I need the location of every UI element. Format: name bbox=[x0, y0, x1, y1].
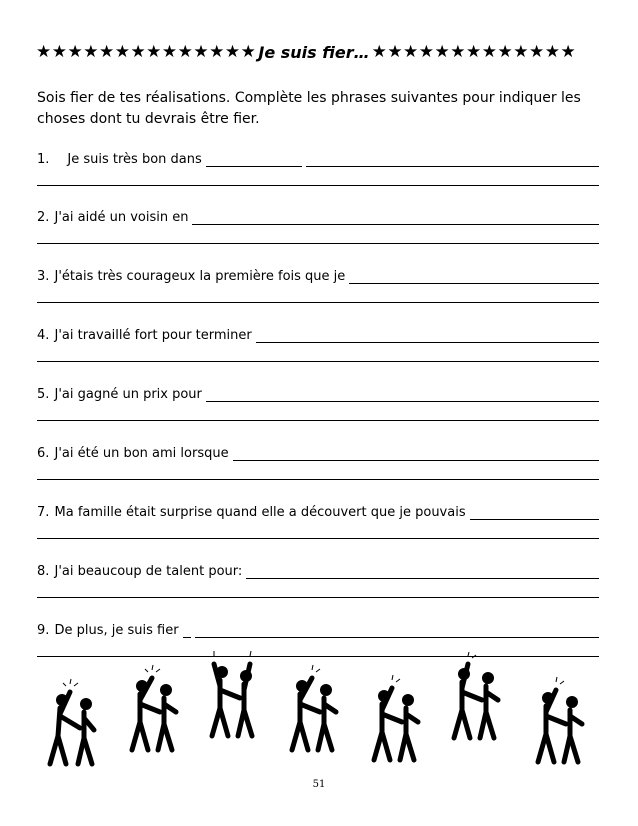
question-text: J'étais très courageux la première fois que je bbox=[54, 269, 346, 284]
question-3 bbox=[37, 264, 599, 303]
answer-blank[interactable] bbox=[192, 211, 599, 225]
answer-line[interactable] bbox=[37, 171, 599, 186]
answer-blank[interactable] bbox=[306, 153, 599, 167]
answer-line[interactable] bbox=[37, 229, 599, 244]
dancing-pair-icon bbox=[120, 664, 184, 756]
dancing-people-illustration bbox=[40, 650, 600, 770]
question-text: J'ai gagné un prix pour bbox=[54, 387, 202, 402]
dancing-pair-icon bbox=[362, 674, 426, 766]
dancing-pair-icon bbox=[442, 652, 506, 744]
dancing-pair-icon bbox=[526, 676, 590, 768]
answer-blank[interactable] bbox=[256, 329, 599, 343]
answer-blank[interactable] bbox=[349, 270, 599, 284]
question-8 bbox=[37, 559, 599, 598]
question-5 bbox=[37, 382, 599, 421]
title-stars-left: ★★★★★★★★★★★★★★ bbox=[36, 41, 257, 62]
question-number: 3. bbox=[37, 269, 50, 284]
answer-line[interactable] bbox=[37, 524, 599, 539]
answer-line[interactable] bbox=[37, 583, 599, 598]
answer-blank[interactable] bbox=[195, 624, 599, 638]
title-stars-right: ★★★★★★★★★★★★★ bbox=[371, 41, 577, 62]
title-text: Je suis fier… bbox=[258, 42, 370, 62]
question-text: J'ai aidé un voisin en bbox=[54, 210, 189, 225]
question-text: Ma famille était surprise quand elle a découvert que je pouvais bbox=[54, 505, 466, 520]
question-1 bbox=[37, 147, 599, 186]
dancing-pair-icon bbox=[40, 678, 104, 770]
question-text: J'ai été un bon ami lorsque bbox=[54, 446, 229, 461]
answer-blank[interactable] bbox=[233, 447, 599, 461]
question-4 bbox=[37, 323, 599, 362]
question-6 bbox=[37, 441, 599, 480]
answer-blank[interactable] bbox=[470, 506, 599, 520]
page-number: 51 bbox=[312, 779, 326, 790]
question-number: 8. bbox=[37, 564, 50, 579]
question-number: 1. bbox=[37, 152, 50, 167]
question-text: J'ai beaucoup de talent pour: bbox=[54, 564, 243, 579]
question-text: De plus, je suis fier bbox=[54, 623, 179, 638]
instructions: Sois fier de tes réalisations. Complète les phrases suivantes pour indiquer les choses dont tu devrais être fier. bbox=[37, 90, 581, 127]
question-number: 2. bbox=[37, 210, 50, 225]
question-number: 5. bbox=[37, 387, 50, 402]
dancing-pair-icon bbox=[200, 650, 264, 742]
question-text: J'ai travaillé fort pour terminer bbox=[54, 328, 252, 343]
answer-blank[interactable] bbox=[206, 388, 599, 402]
question-2 bbox=[37, 205, 599, 244]
worksheet-title bbox=[36, 40, 602, 64]
question-number: 6. bbox=[37, 446, 50, 461]
question-7 bbox=[37, 500, 599, 539]
question-number: 4. bbox=[37, 328, 50, 343]
answer-blank-short[interactable] bbox=[183, 624, 191, 638]
answer-blank[interactable] bbox=[246, 565, 599, 579]
question-text: Je suis très bon dans bbox=[67, 152, 202, 167]
question-number: 9. bbox=[37, 623, 50, 638]
answer-line[interactable] bbox=[37, 347, 599, 362]
question-number: 7. bbox=[37, 505, 50, 520]
answer-blank-short[interactable] bbox=[206, 153, 302, 167]
answer-line[interactable] bbox=[37, 288, 599, 303]
dancing-pair-icon bbox=[280, 664, 344, 756]
answer-line[interactable] bbox=[37, 406, 599, 421]
answer-line[interactable] bbox=[37, 465, 599, 480]
